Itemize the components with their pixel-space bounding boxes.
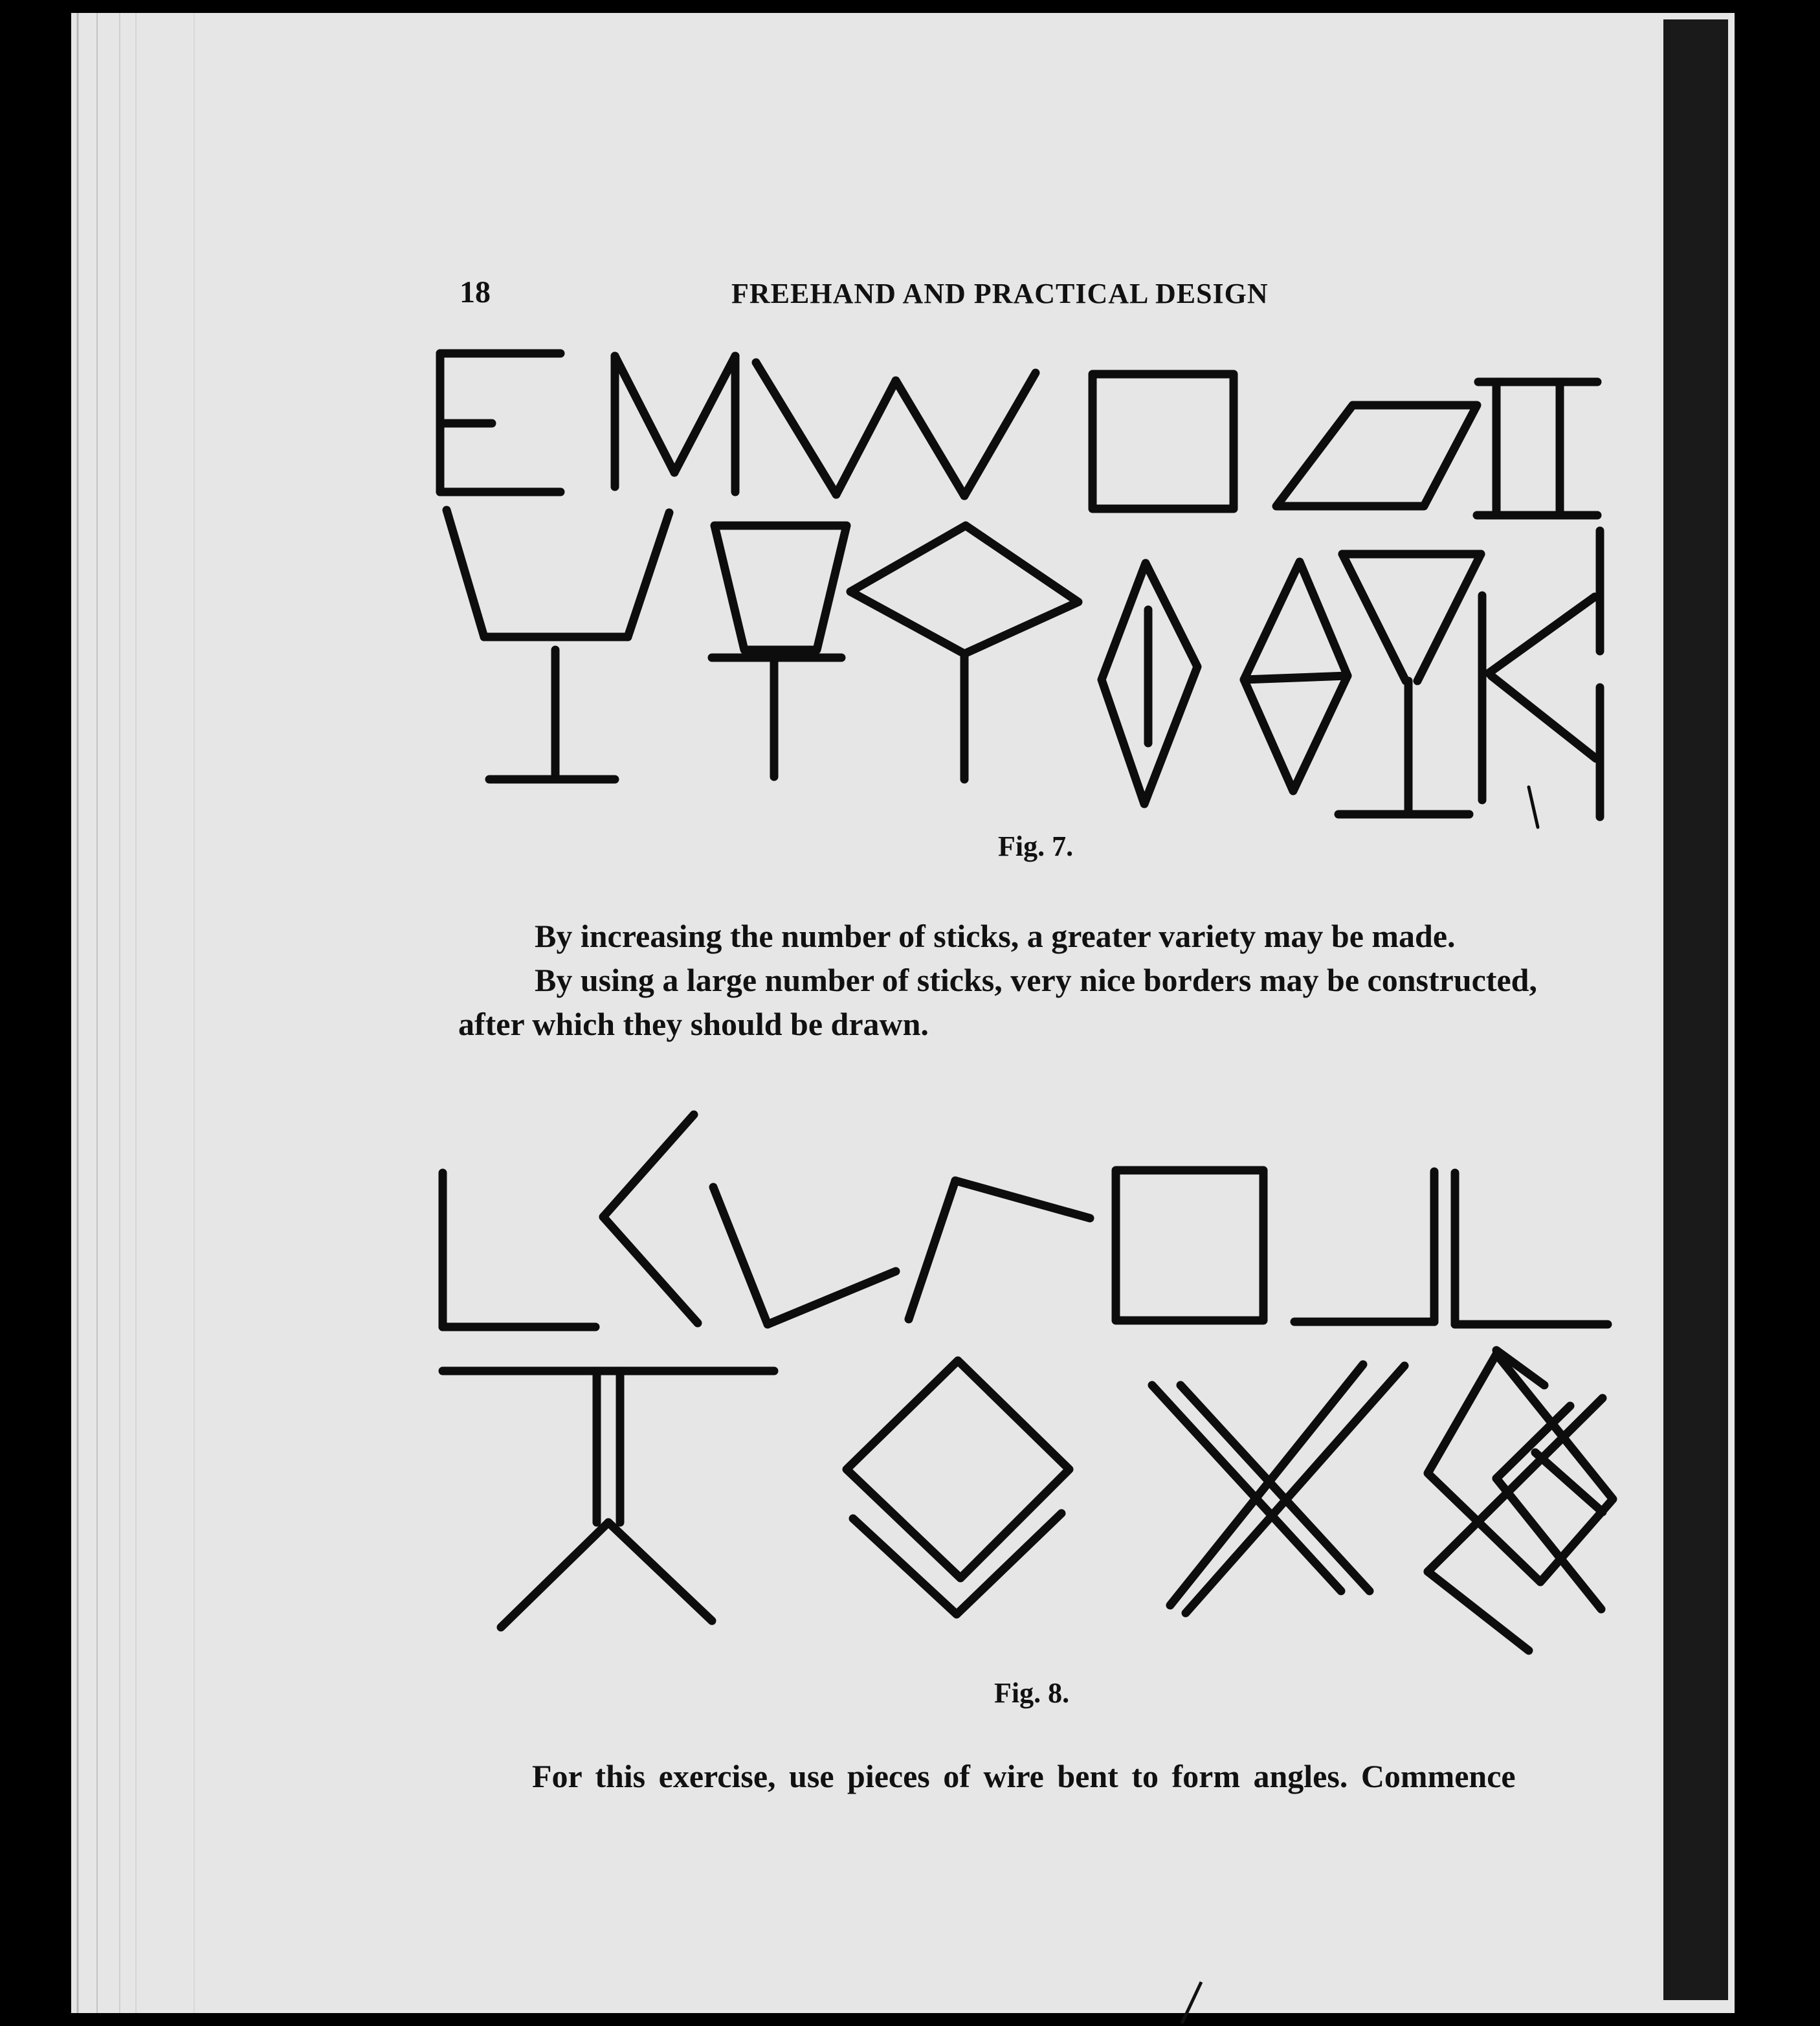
page-edge-shadow: [1663, 19, 1728, 2000]
paragraph-line-1: By increasing the number of sticks, a greater variety may be made.: [535, 918, 1456, 954]
figure-8-wire-patterns: [71, 13, 1735, 1955]
figure-7-caption: Fig. 7.: [998, 830, 1074, 862]
figure-8-caption: Fig. 8.: [994, 1677, 1070, 1709]
paragraph-line-3: after which they should be drawn.: [458, 1006, 929, 1042]
paragraph-line-4: For this exercise, use pieces of wire bent to form angles. Commence: [532, 1758, 1516, 1794]
book-page: [71, 13, 1735, 2013]
figure-8-drawing: [71, 13, 1735, 1955]
running-title: FREEHAND AND PRACTICAL DESIGN: [731, 278, 1269, 309]
paragraph-line-2: By using a large number of sticks, very nice borders may be constructed,: [535, 962, 1537, 998]
page-number: 18: [460, 275, 491, 309]
ink-mark: [1178, 1981, 1204, 2026]
